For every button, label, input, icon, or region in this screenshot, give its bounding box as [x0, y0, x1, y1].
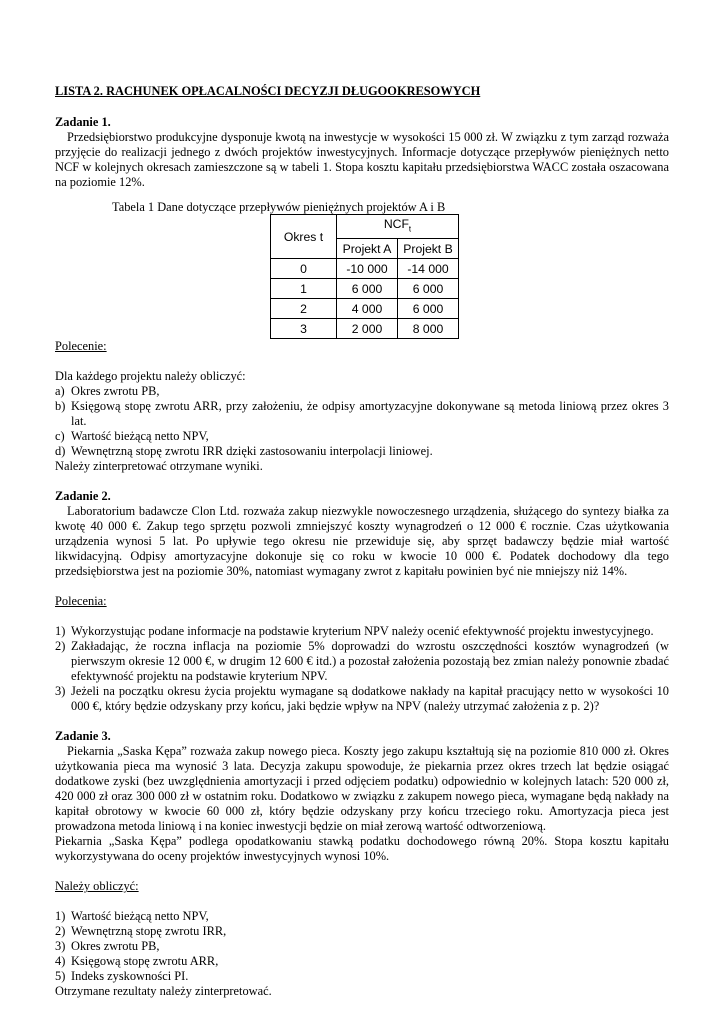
task2-command: Polecenia:	[55, 594, 107, 609]
task2-intro: Laboratorium badawcze Clon Ltd. rozważa zakup niezwykle nowoczesnego urządzenia, służącego do syntezy białka za kwotę 40 000 €. Zakup tego sprzętu pozwoli zmniejszyć koszty wynagrodzeń o 12 000 € rocznie. Czas użytkowania urządzenia wynosi 5 lat. Po upływie tego okresu nie przewiduje się, aby sprzęt badawczy będzie miał wartość likwidacyjną. Odpisy amortyzacyjne dokonuje się co roku w kwocie 10 000 €. Podatek dochodowy dla tego przedsiębiorstwa jest na poziomie 30%, natomiast wymagany zwrot z kapitału powinien być nie mniejszy niż 14%.	[55, 504, 669, 579]
col-okres: Okres t	[271, 215, 337, 259]
list-marker: 5)	[55, 969, 66, 984]
cell-t: 1	[271, 279, 337, 299]
list-text: Wykorzystując podane informacje na podstawie kryterium NPV należy ocenić efektywność projektu inwestycyjnego.	[71, 624, 654, 639]
table-row	[271, 319, 459, 339]
list-text: Wewnętrzną stopę zwrotu IRR,	[71, 924, 227, 939]
col-ncf-label: NCF	[383, 217, 409, 231]
table-row	[271, 299, 459, 319]
list-item	[55, 399, 669, 429]
task2-list	[55, 624, 669, 714]
list-text: Okres zwrotu PB,	[71, 939, 160, 954]
list-marker: a)	[55, 384, 65, 399]
task3-list	[55, 909, 669, 984]
list-item	[55, 624, 669, 639]
list-item	[55, 909, 669, 924]
task1-intro: Przedsiębiorstwo produkcyjne dysponuje kwotą na inwestycje w wysokości 15 000 zł. W związku z tym zarząd rozważa przyjęcie do realizacji jednego z dwóch projektów inwestycyjnych. Informacje dotyczące przepływów pieniężnych netto NCF w kolejnych okresach zamieszczone są w tabeli 1. Stopa kosztu kapitału przedsiębiorstwa WACC została oszacowana na poziomie 12%.	[55, 130, 669, 189]
list-item	[55, 939, 669, 954]
cell-a: -10 000	[337, 259, 398, 279]
list-marker: 2)	[55, 639, 66, 654]
list-item	[55, 444, 669, 459]
list-text: Wewnętrzną stopę zwrotu IRR dzięki zastosowaniu interpolacji liniowej.	[71, 444, 433, 459]
cell-b: -14 000	[398, 259, 459, 279]
task3-closing: Otrzymane rezultaty należy zinterpretować.	[55, 984, 272, 999]
list-marker: b)	[55, 399, 66, 414]
cell-a: 6 000	[337, 279, 398, 299]
document-page	[55, 84, 669, 999]
list-item	[55, 954, 669, 969]
list-item	[55, 639, 669, 684]
table-header-row	[271, 215, 459, 239]
list-marker: 3)	[55, 684, 66, 699]
task3-heading: Zadanie 3.	[55, 729, 111, 744]
cell-a: 2 000	[337, 319, 398, 339]
list-item	[55, 429, 669, 444]
list-text: Księgową stopę zwrotu ARR, przy założeniu, że odpisy amortyzacyjne dokonywane są metoda liniową przez okres 3 lat.	[71, 399, 669, 429]
col-ncf-sub: t	[408, 224, 412, 234]
list-item	[55, 924, 669, 939]
list-marker: 1)	[55, 909, 66, 924]
list-item	[55, 684, 669, 714]
list-text: Wartość bieżącą netto NPV,	[71, 909, 209, 924]
col-projekt-a: Projekt A	[337, 239, 398, 259]
cell-t: 2	[271, 299, 337, 319]
cell-a: 4 000	[337, 299, 398, 319]
list-text: Księgową stopę zwrotu ARR,	[71, 954, 219, 969]
task3-intro-2: Piekarnia „Saska Kępa” podlega opodatkowaniu stawką podatku dochodowego równą 20%. Stopa kosztu kapitału wykorzystywana do oceny projektów inwestycyjnych wynosi 10%.	[55, 834, 669, 864]
task1-heading: Zadanie 1.	[55, 115, 111, 129]
task1-command: Polecenie:	[55, 339, 107, 354]
task1-list	[55, 384, 669, 459]
list-item	[55, 969, 669, 984]
list-marker: d)	[55, 444, 66, 459]
cell-b: 6 000	[398, 279, 459, 299]
cell-b: 8 000	[398, 319, 459, 339]
list-marker: 4)	[55, 954, 66, 969]
list-text: Okres zwrotu PB,	[71, 384, 160, 399]
table1-caption: Tabela 1 Dane dotyczące przepływów pieniężnych projektów A i B	[112, 200, 446, 214]
list-marker: 1)	[55, 624, 66, 639]
task3-command: Należy obliczyć:	[55, 879, 139, 894]
list-text: Wartość bieżącą netto NPV,	[71, 429, 209, 444]
list-marker: 2)	[55, 924, 66, 939]
ncf-table	[270, 214, 459, 339]
table-row	[271, 279, 459, 299]
table-row	[271, 259, 459, 279]
list-item	[55, 384, 669, 399]
list-text: Indeks zyskowności PI.	[71, 969, 189, 984]
document-title: LISTA 2. RACHUNEK OPŁACALNOŚCI DECYZJI DŁUGOOKRESOWYCH	[55, 84, 481, 98]
cell-t: 0	[271, 259, 337, 279]
task1-lead: Dla każdego projektu należy obliczyć:	[55, 369, 246, 384]
task2-heading: Zadanie 2.	[55, 489, 111, 504]
task3-intro: Piekarnia „Saska Kępa” rozważa zakup nowego pieca. Koszty jego zakupu kształtują się na poziomie 810 000 zł. Okres użytkowania pieca ma wynosić 3 lata. Decyzja zakupu spowoduje, że piekarnia przez okres trzech lat będzie osiągać dodatkowe zyski (bez uwzględnienia amortyzacji i przed odjęciem podatku) odpowiednio w kolejnych latach: 520 000 zł, 420 000 zł oraz 300 000 zł w ostatnim roku. Dodatkowo w związku z zakupem nowego pieca, wymagane będą nakłady na kapitał obrotowy w kwocie 60 000 zł, który będzie odzyskany przy końcu trzeciego roku. Amortyzacja pieca jest prowadzona metoda liniową i na koniec inwestycji będzie on miał zerową wartość odtworzeniową.	[55, 744, 669, 834]
col-projekt-b: Projekt B	[398, 239, 459, 259]
list-marker: c)	[55, 429, 65, 444]
task1-closing: Należy zinterpretować otrzymane wyniki.	[55, 459, 263, 474]
cell-b: 6 000	[398, 299, 459, 319]
cell-t: 3	[271, 319, 337, 339]
list-marker: 3)	[55, 939, 66, 954]
col-ncf	[337, 215, 459, 239]
list-text: Jeżeli na początku okresu życia projektu wymagane są dodatkowe nakłady na kapitał pracujący netto w wysokości 10 000 €, który będzie odzyskany przy końcu, jaki będzie wpływ na NPV (należy utrzymać założenia z p. 2)?	[71, 684, 669, 714]
list-text: Zakładając, że roczna inflacja na poziomie 5% doprowadzi do wzrostu oszczędności kosztów wynagrodzeń (w pierwszym okresie 12 000 €, w drugim 12 600 € itd.) a pozostał założenia pozostają bez zmian należy ponownie zbadać efektywność projektu na podstawie kryterium NPV.	[71, 639, 669, 684]
